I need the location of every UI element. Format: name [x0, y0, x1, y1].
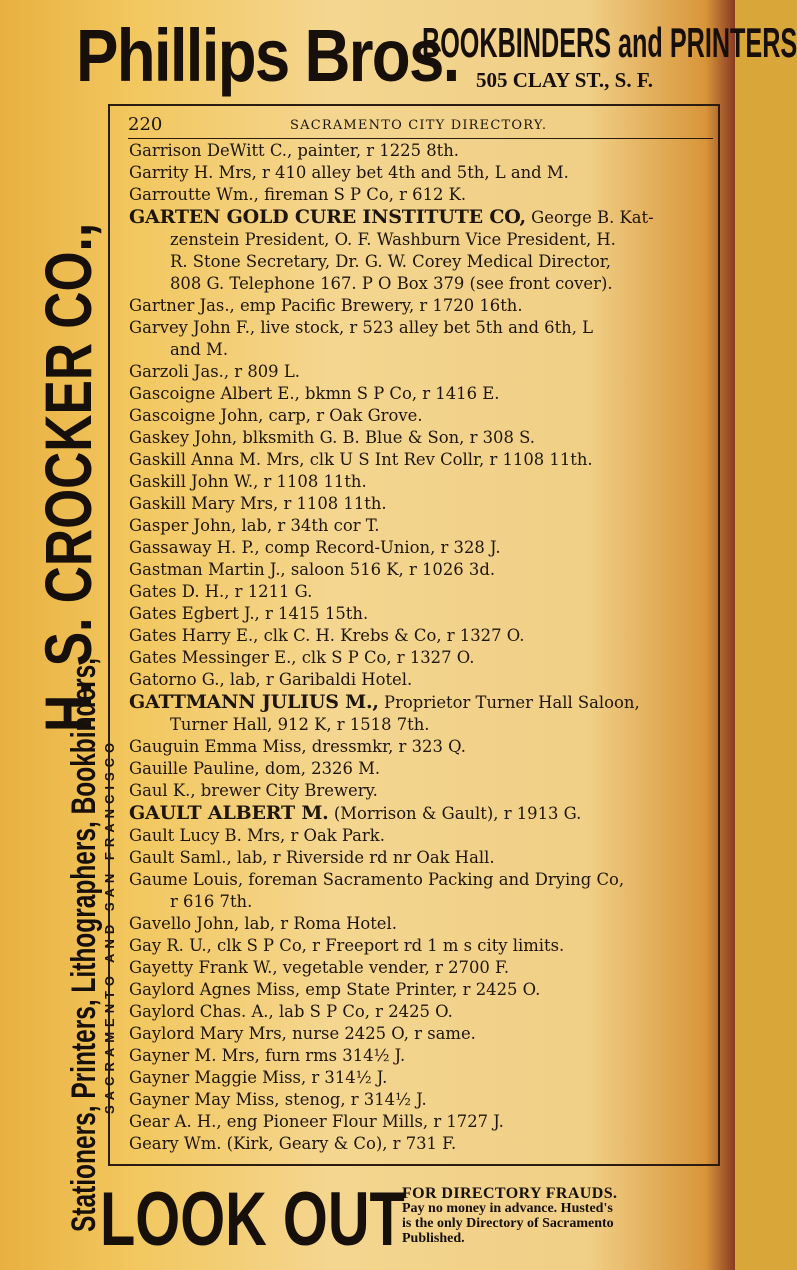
directory-entry — [129, 780, 715, 802]
directory-entry — [129, 1045, 715, 1067]
entry-text: Garzoli Jas., r 809 L. — [129, 362, 300, 381]
directory-entry — [129, 847, 715, 869]
entry-text: Gates Egbert J., r 1415 15th. — [129, 604, 369, 623]
bottom-ad-line: Pay no money in advance. Husted's — [402, 1201, 613, 1216]
entry-text: (Morrison & Gault), r 1913 G. — [328, 804, 582, 823]
entry-continuation: R. Stone Secretary, Dr. G. W. Corey Medical Director, — [170, 252, 612, 271]
entry-text: Gates D. H., r 1211 G. — [129, 582, 313, 601]
side-ad-cities: SACRAMENTO AND SAN FRANCISCO — [102, 737, 117, 1114]
top-advertisement — [72, 8, 797, 104]
entry-text: Gates Harry E., clk C. H. Krebs & Co, r 1327 O. — [129, 626, 525, 645]
entry-text: Gaul K., brewer City Brewery. — [129, 781, 378, 800]
directory-entry — [129, 559, 715, 581]
directory-entry — [129, 471, 715, 493]
entry-business-name: GAULT ALBERT M. — [129, 802, 329, 824]
directory-entry — [129, 647, 715, 669]
directory-entry — [129, 825, 715, 847]
entry-text: Geary Wm. (Kirk, Geary & Co), r 731 F. — [129, 1134, 457, 1153]
entry-business-name: GATTMANN JULIUS M., — [129, 691, 379, 713]
directory-entry — [129, 361, 715, 383]
running-head: SACRAMENTO CITY DIRECTORY. — [290, 118, 548, 133]
entry-text: Garrity H. Mrs, r 410 alley bet 4th and 5th, L and M. — [129, 163, 569, 182]
directory-entry — [129, 449, 715, 471]
entry-text: Gatorno G., lab, r Garibaldi Hotel. — [129, 670, 413, 689]
directory-entry — [129, 1001, 715, 1023]
directory-entry — [129, 603, 715, 625]
entry-text: Gauille Pauline, dom, 2326 M. — [129, 759, 381, 778]
bottom-ad-line: Published. — [402, 1231, 465, 1246]
entry-text: Gear A. H., eng Pioneer Flour Mills, r 1727 J. — [129, 1112, 504, 1131]
directory-entry — [129, 758, 715, 780]
directory-entry — [129, 140, 715, 162]
directory-entry — [129, 206, 715, 295]
directory-entry — [129, 869, 715, 913]
entry-text: Gaylord Chas. A., lab S P Co, r 2425 O. — [129, 1002, 453, 1021]
entry-text: Gassaway H. P., comp Record-Union, r 328 J. — [129, 538, 501, 557]
entry-text: Gaylord Mary Mrs, nurse 2425 O, r same. — [129, 1024, 476, 1043]
entry-text: Gascoigne John, carp, r Oak Grove. — [129, 406, 423, 425]
entry-text: Gaume Louis, foreman Sacramento Packing and Drying Co, — [129, 870, 625, 889]
entry-continuation: zenstein President, O. F. Washburn Vice President, H. — [170, 230, 616, 249]
directory-entry — [129, 669, 715, 691]
entry-text: Garvey John F., live stock, r 523 alley bet 5th and 6th, L — [129, 318, 594, 337]
entry-continuation: 808 G. Telephone 167. P O Box 379 (see front cover). — [170, 274, 613, 293]
entry-text: Gaskill John W., r 1108 11th. — [129, 472, 367, 491]
entry-text: Gault Saml., lab, r Riverside rd nr Oak Hall. — [129, 848, 495, 867]
entry-business-name: GARTEN GOLD CURE INSTITUTE CO, — [129, 206, 526, 228]
directory-entry — [129, 581, 715, 603]
directory-entry — [129, 1089, 715, 1111]
directory-entry — [129, 957, 715, 979]
entry-text: Gaskey John, blksmith G. B. Blue & Son, r 308 S. — [129, 428, 535, 447]
entry-text: Gaskill Anna M. Mrs, clk U S Int Rev Collr, r 1108 11th. — [129, 450, 593, 469]
top-ad-brand: Phillips Bros. — [76, 14, 459, 97]
entry-text: Garroutte Wm., fireman S P Co, r 612 K. — [129, 185, 467, 204]
directory-entry — [129, 537, 715, 559]
entry-text: Gayner May Miss, stenog, r 314½ J. — [129, 1090, 427, 1109]
bottom-ad-lead: FOR DIRECTORY FRAUDS. — [402, 1185, 618, 1202]
top-ad-address: 505 CLAY ST., S. F. — [476, 68, 654, 92]
top-ad-trade: BOOKBINDERS and PRINTERS — [422, 19, 797, 66]
directory-entry — [129, 1133, 715, 1155]
entry-text: Gayner Maggie Miss, r 314½ J. — [129, 1068, 388, 1087]
directory-entry — [129, 1111, 715, 1133]
bottom-ad-line: is the only Directory of Sacramento — [402, 1216, 614, 1231]
entry-continuation: r 616 7th. — [170, 892, 253, 911]
directory-entry — [129, 184, 715, 206]
directory-entry — [129, 913, 715, 935]
directory-entry — [129, 295, 715, 317]
entry-text: Gaylord Agnes Miss, emp State Printer, r 2425 O. — [129, 980, 541, 999]
bottom-ad-text — [402, 1186, 722, 1246]
directory-entry — [129, 935, 715, 957]
directory-entry — [129, 383, 715, 405]
entry-text: Gartner Jas., emp Pacific Brewery, r 1720 16th. — [129, 296, 523, 315]
directory-entry — [129, 162, 715, 184]
directory-entry — [129, 1067, 715, 1089]
entry-text: Gavello John, lab, r Roma Hotel. — [129, 914, 397, 933]
directory-entry — [129, 427, 715, 449]
side-ad-company: H. S. CROCKER CO., — [31, 222, 105, 732]
entry-text: Gauguin Emma Miss, dressmkr, r 323 Q. — [129, 737, 466, 756]
entry-text: Gayner M. Mrs, furn rms 314½ J. — [129, 1046, 406, 1065]
entry-continuation: and M. — [170, 340, 229, 359]
entry-text: Garrison DeWitt C., painter, r 1225 8th. — [129, 141, 459, 160]
directory-entry — [129, 515, 715, 537]
entry-text: Proprietor Turner Hall Saloon, — [378, 693, 640, 712]
directory-entry — [129, 802, 715, 825]
bottom-advertisement — [100, 1176, 720, 1266]
directory-entry — [129, 736, 715, 758]
page-number: 220 — [128, 114, 163, 135]
directory-entry — [129, 317, 715, 361]
directory-entry — [129, 625, 715, 647]
page-header — [128, 112, 713, 139]
entry-text: Gay R. U., clk S P Co, r Freeport rd 1 m s city limits. — [129, 936, 565, 955]
entry-text: George B. Kat- — [525, 208, 654, 227]
bottom-ad-title: LOOK OUT — [100, 1177, 405, 1262]
entry-text: Gastman Martin J., saloon 516 K, r 1026 3d. — [129, 560, 496, 579]
entry-text: Gasper John, lab, r 34th cor T. — [129, 516, 380, 535]
entry-text: Gayetty Frank W., vegetable vender, r 2700 F. — [129, 958, 510, 977]
directory-entry — [129, 1023, 715, 1045]
directory-entry — [129, 979, 715, 1001]
directory-entry — [129, 691, 715, 736]
entry-text: Gascoigne Albert E., bkmn S P Co, r 1416 E. — [129, 384, 500, 403]
entry-continuation: Turner Hall, 912 K, r 1518 7th. — [170, 715, 430, 734]
entry-text: Gates Messinger E., clk S P Co, r 1327 O. — [129, 648, 475, 667]
directory-entry — [129, 405, 715, 427]
directory-entries — [129, 140, 715, 1155]
directory-entry — [129, 493, 715, 515]
side-ad-services: Stationers, Printers, Lithographers, Bookbinders, — [65, 657, 103, 1232]
entry-text: Gault Lucy B. Mrs, r Oak Park. — [129, 826, 385, 845]
entry-text: Gaskill Mary Mrs, r 1108 11th. — [129, 494, 387, 513]
